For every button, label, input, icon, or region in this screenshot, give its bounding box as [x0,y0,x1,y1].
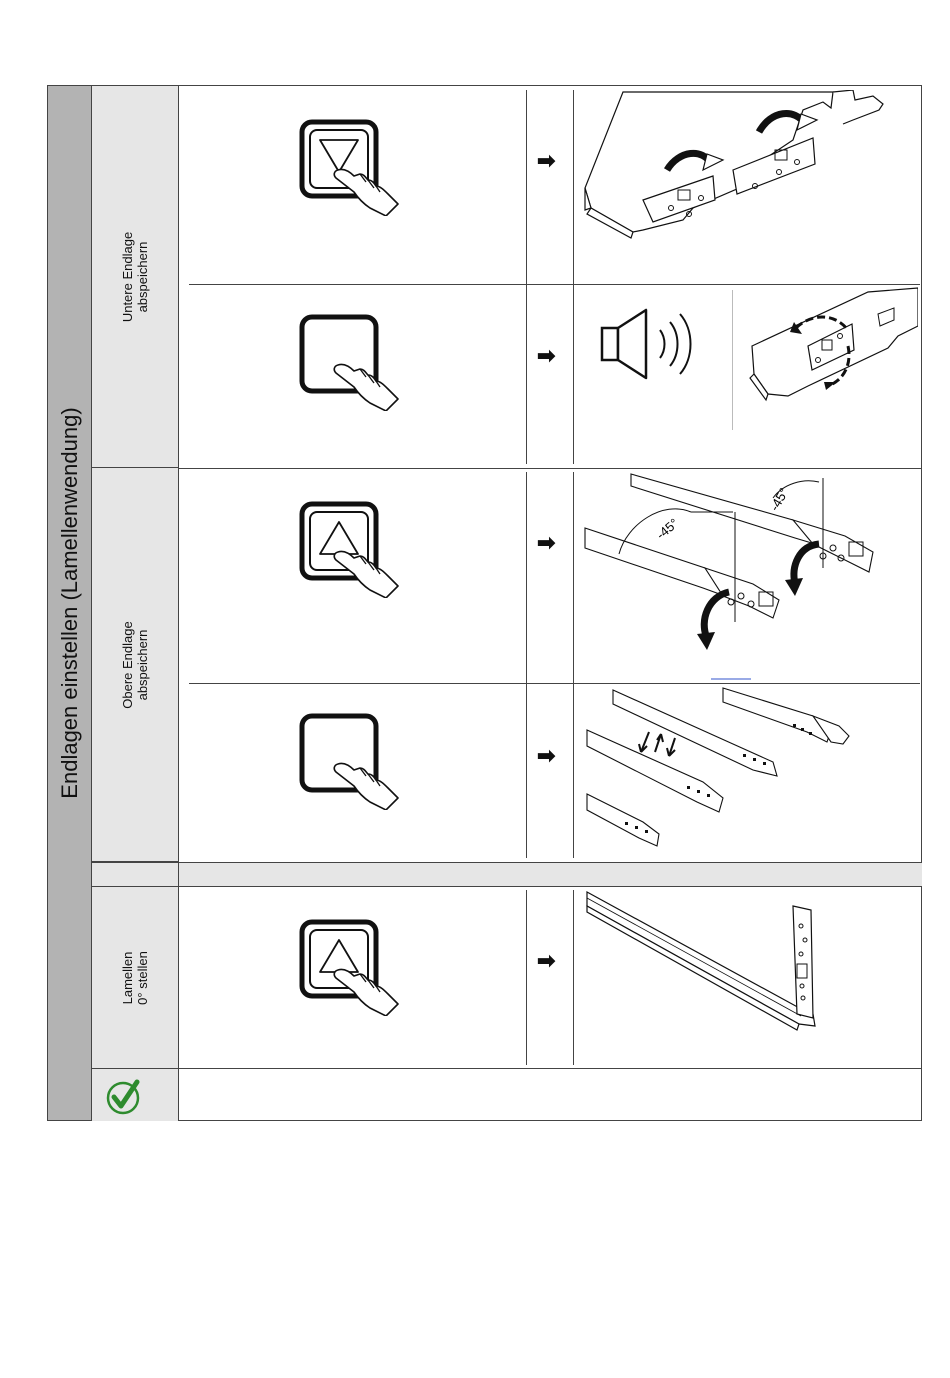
column-divider [526,90,527,464]
section-label-lamellen [92,887,179,1068]
column-divider [526,472,527,858]
up-button-icon [298,916,408,1016]
lamella-tilt-illustration [583,472,923,682]
up-button-icon [298,498,408,598]
section-divider [179,468,922,469]
step-4-arrow-icon: ➡ [537,743,556,768]
section-divider [179,1068,922,1069]
blank-button-icon [298,311,408,411]
column-divider [573,890,574,1065]
angle-label-2: -45° [766,485,792,514]
lamella-oscillate-illustration [748,286,918,416]
column-divider [526,890,527,1065]
main-title: Endlagen einstellen (Lamellenwendung) [56,407,82,799]
section-label-line1: Untere Endlage [120,231,135,322]
section-label-line2: abspeichern [135,241,150,312]
column-divider [573,472,574,858]
step-5-illustration [583,890,923,1062]
lamella-rotate-down-illustration [583,90,923,240]
blank-button-icon [298,710,408,810]
procedure-table [47,85,922,1121]
column-divider [573,90,574,464]
section-label-line1: Lamellen [120,951,135,1004]
section-label-obere [92,468,179,862]
row-divider [189,284,920,285]
step-1-button [298,116,408,216]
checkmark-icon [104,1077,144,1117]
step-3-illustration [583,472,923,682]
down-button-icon [298,116,408,216]
section-label-line2: abspeichern [135,629,150,700]
angle-label-1: -45° [653,515,682,543]
step-1-illustration [583,90,923,240]
step-2-speaker [596,304,706,384]
lamellae-move-illustration [583,686,923,858]
spacer-label [92,862,179,887]
lamella-flat-illustration [583,890,923,1062]
section-label-line2: 0° stellen [135,950,150,1005]
step-2-arrow-icon: ➡ [537,343,556,368]
step-1-arrow-icon: ➡ [537,148,556,173]
step-4-button [298,710,408,810]
step-2-button [298,311,408,411]
row-divider [189,683,920,684]
section-label-untere [92,86,179,468]
step-3-button [298,498,408,598]
image-divider [732,290,733,430]
main-title-column [48,86,92,1120]
step-2-illustration [748,286,918,416]
step-5-button [298,916,408,1016]
step-5-arrow-icon: ➡ [537,948,556,973]
step-3-arrow-icon: ➡ [537,530,556,555]
confirm-cell [92,1068,179,1121]
section-label-line1: Obere Endlage [120,620,135,709]
speaker-icon [596,304,706,384]
step-4-illustration [583,686,923,858]
spacer-bar [179,862,922,887]
